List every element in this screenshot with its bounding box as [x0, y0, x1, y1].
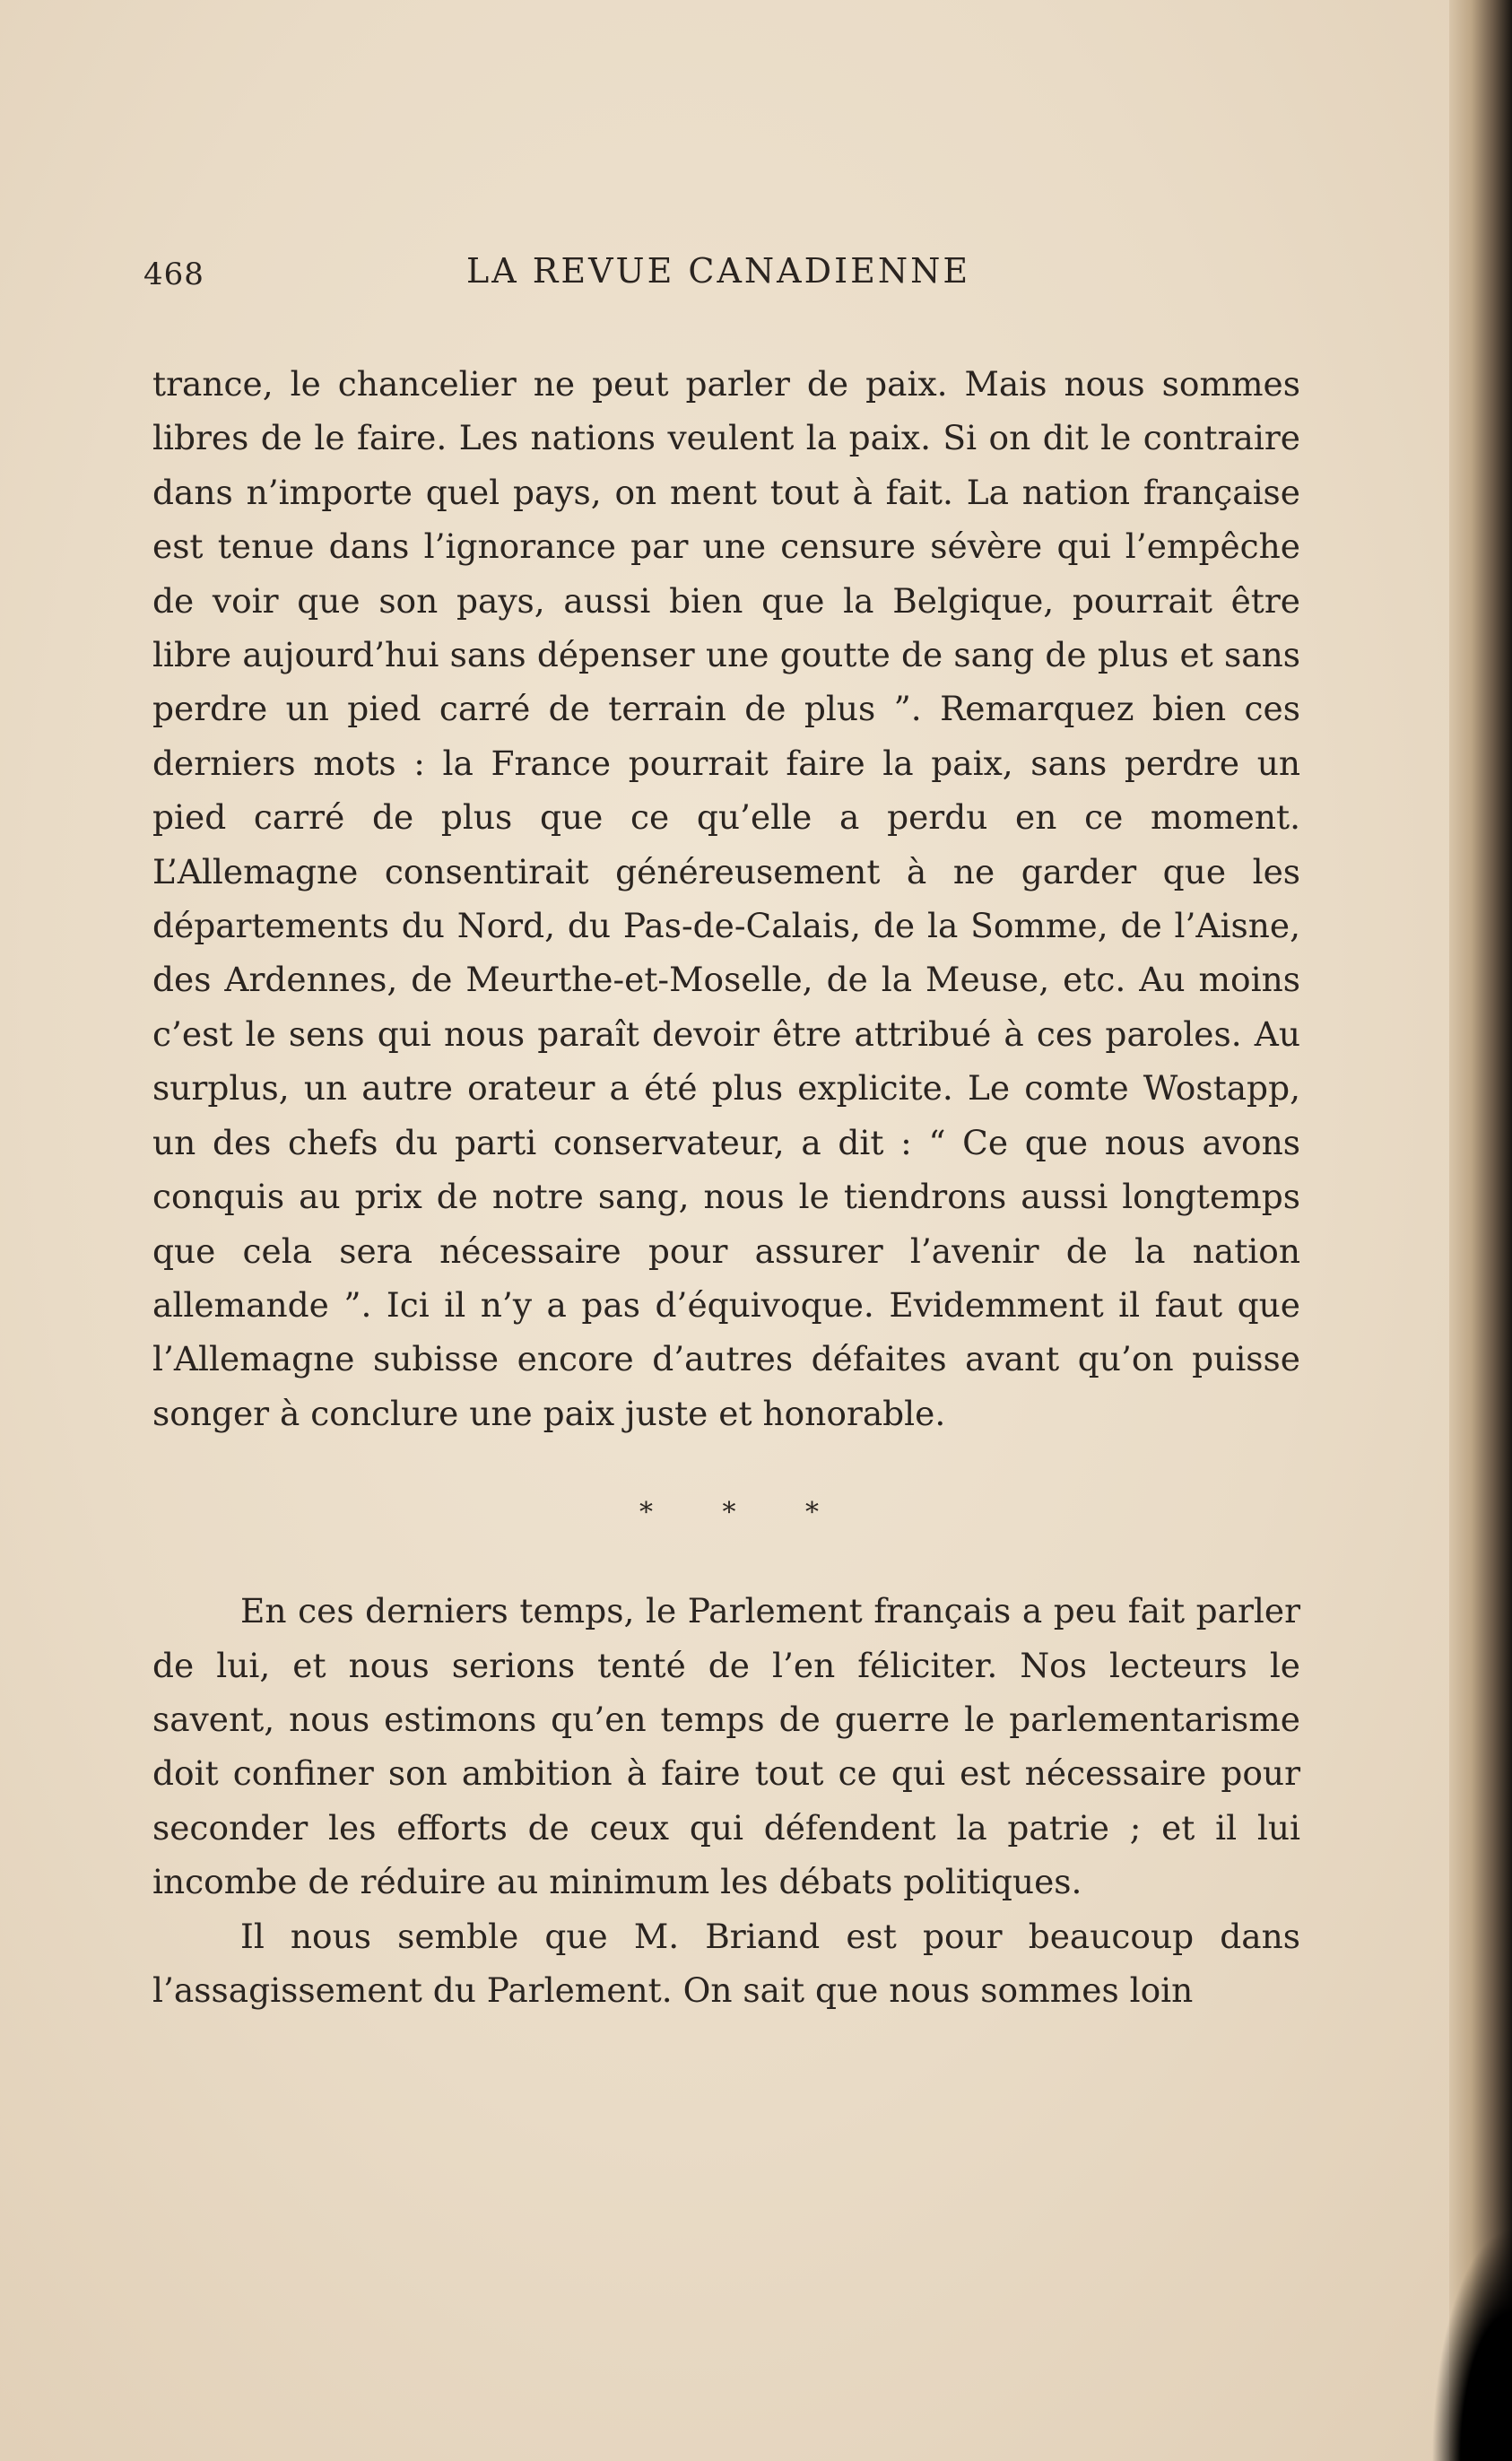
page-number: 468: [143, 257, 204, 292]
paragraph-parliament: En ces derniers temps, le Parlement français a peu fait parler de lui, et nous serions tenté de l’en féliciter. Nos lecteurs le savent, nous estimons qu’en temps de guerre le parlementarisme doit confiner son ambition à faire tout ce qui est nécessaire pour seconder les efforts de ceux qui défendent la patrie ; et il lui incombe de réduire au minimum les débats politiques.: [152, 1591, 1300, 1902]
section-separator: * * *: [639, 1496, 850, 1528]
running-title: LA REVUE CANADIENNE: [466, 251, 971, 291]
body-text: [152, 357, 1300, 2017]
paragraph-briand: Il nous semble que M. Briand est pour beaucoup dans l’assagissement du Parlement. On sait que nous sommes loin: [152, 1916, 1300, 2010]
paragraph-continuation: trance, le chancelier ne peut parler de paix. Mais nous sommes libres de le faire. Les nations veulent la paix. Si on dit le contraire dans n’importe quel pays, on ment tout à fait. La nation française est tenue dans l’ignorance par une censure sévère qui l’empêche de voir que son pays, aussi bien que la Belgique, pourrait être libre aujourd’hui sans dépenser une goutte de sang de plus et sans perdre un pied carré de terrain de plus ”. Remarquez bien ces derniers mots : la France pourrait faire la paix, sans perdre un pied carré de plus que ce qu’elle a perdu en ce moment. L’Allemagne consentirait généreusement à ne garder que les départements du Nord, du Pas-de-Calais, de la Somme, de l’Aisne, des Ardennes, de Meurthe-et-Moselle, de la Meuse, etc. Au moins c’est le sens qui nous paraît devoir être attribué à ces paroles. Au surplus, un autre orateur a été plus explicite. Le comte Wostapp, un des chefs du parti conservateur, a dit : “ Ce que nous avons conquis au prix de notre sang, nous le tiendrons aussi longtemps que cela sera nécessaire pour assurer l’avenir de la nation allemande ”. Ici il n’y a pas d’équivoque. Evidemment il faut que l’Allemagne subisse encore d’autres défaites avant qu’on puisse songer à conclure une paix juste et honorable.: [152, 364, 1300, 1433]
corner-shadow: [1431, 2228, 1512, 2461]
book-spine-shadow: [1449, 0, 1512, 2461]
page-header: [143, 251, 1300, 305]
